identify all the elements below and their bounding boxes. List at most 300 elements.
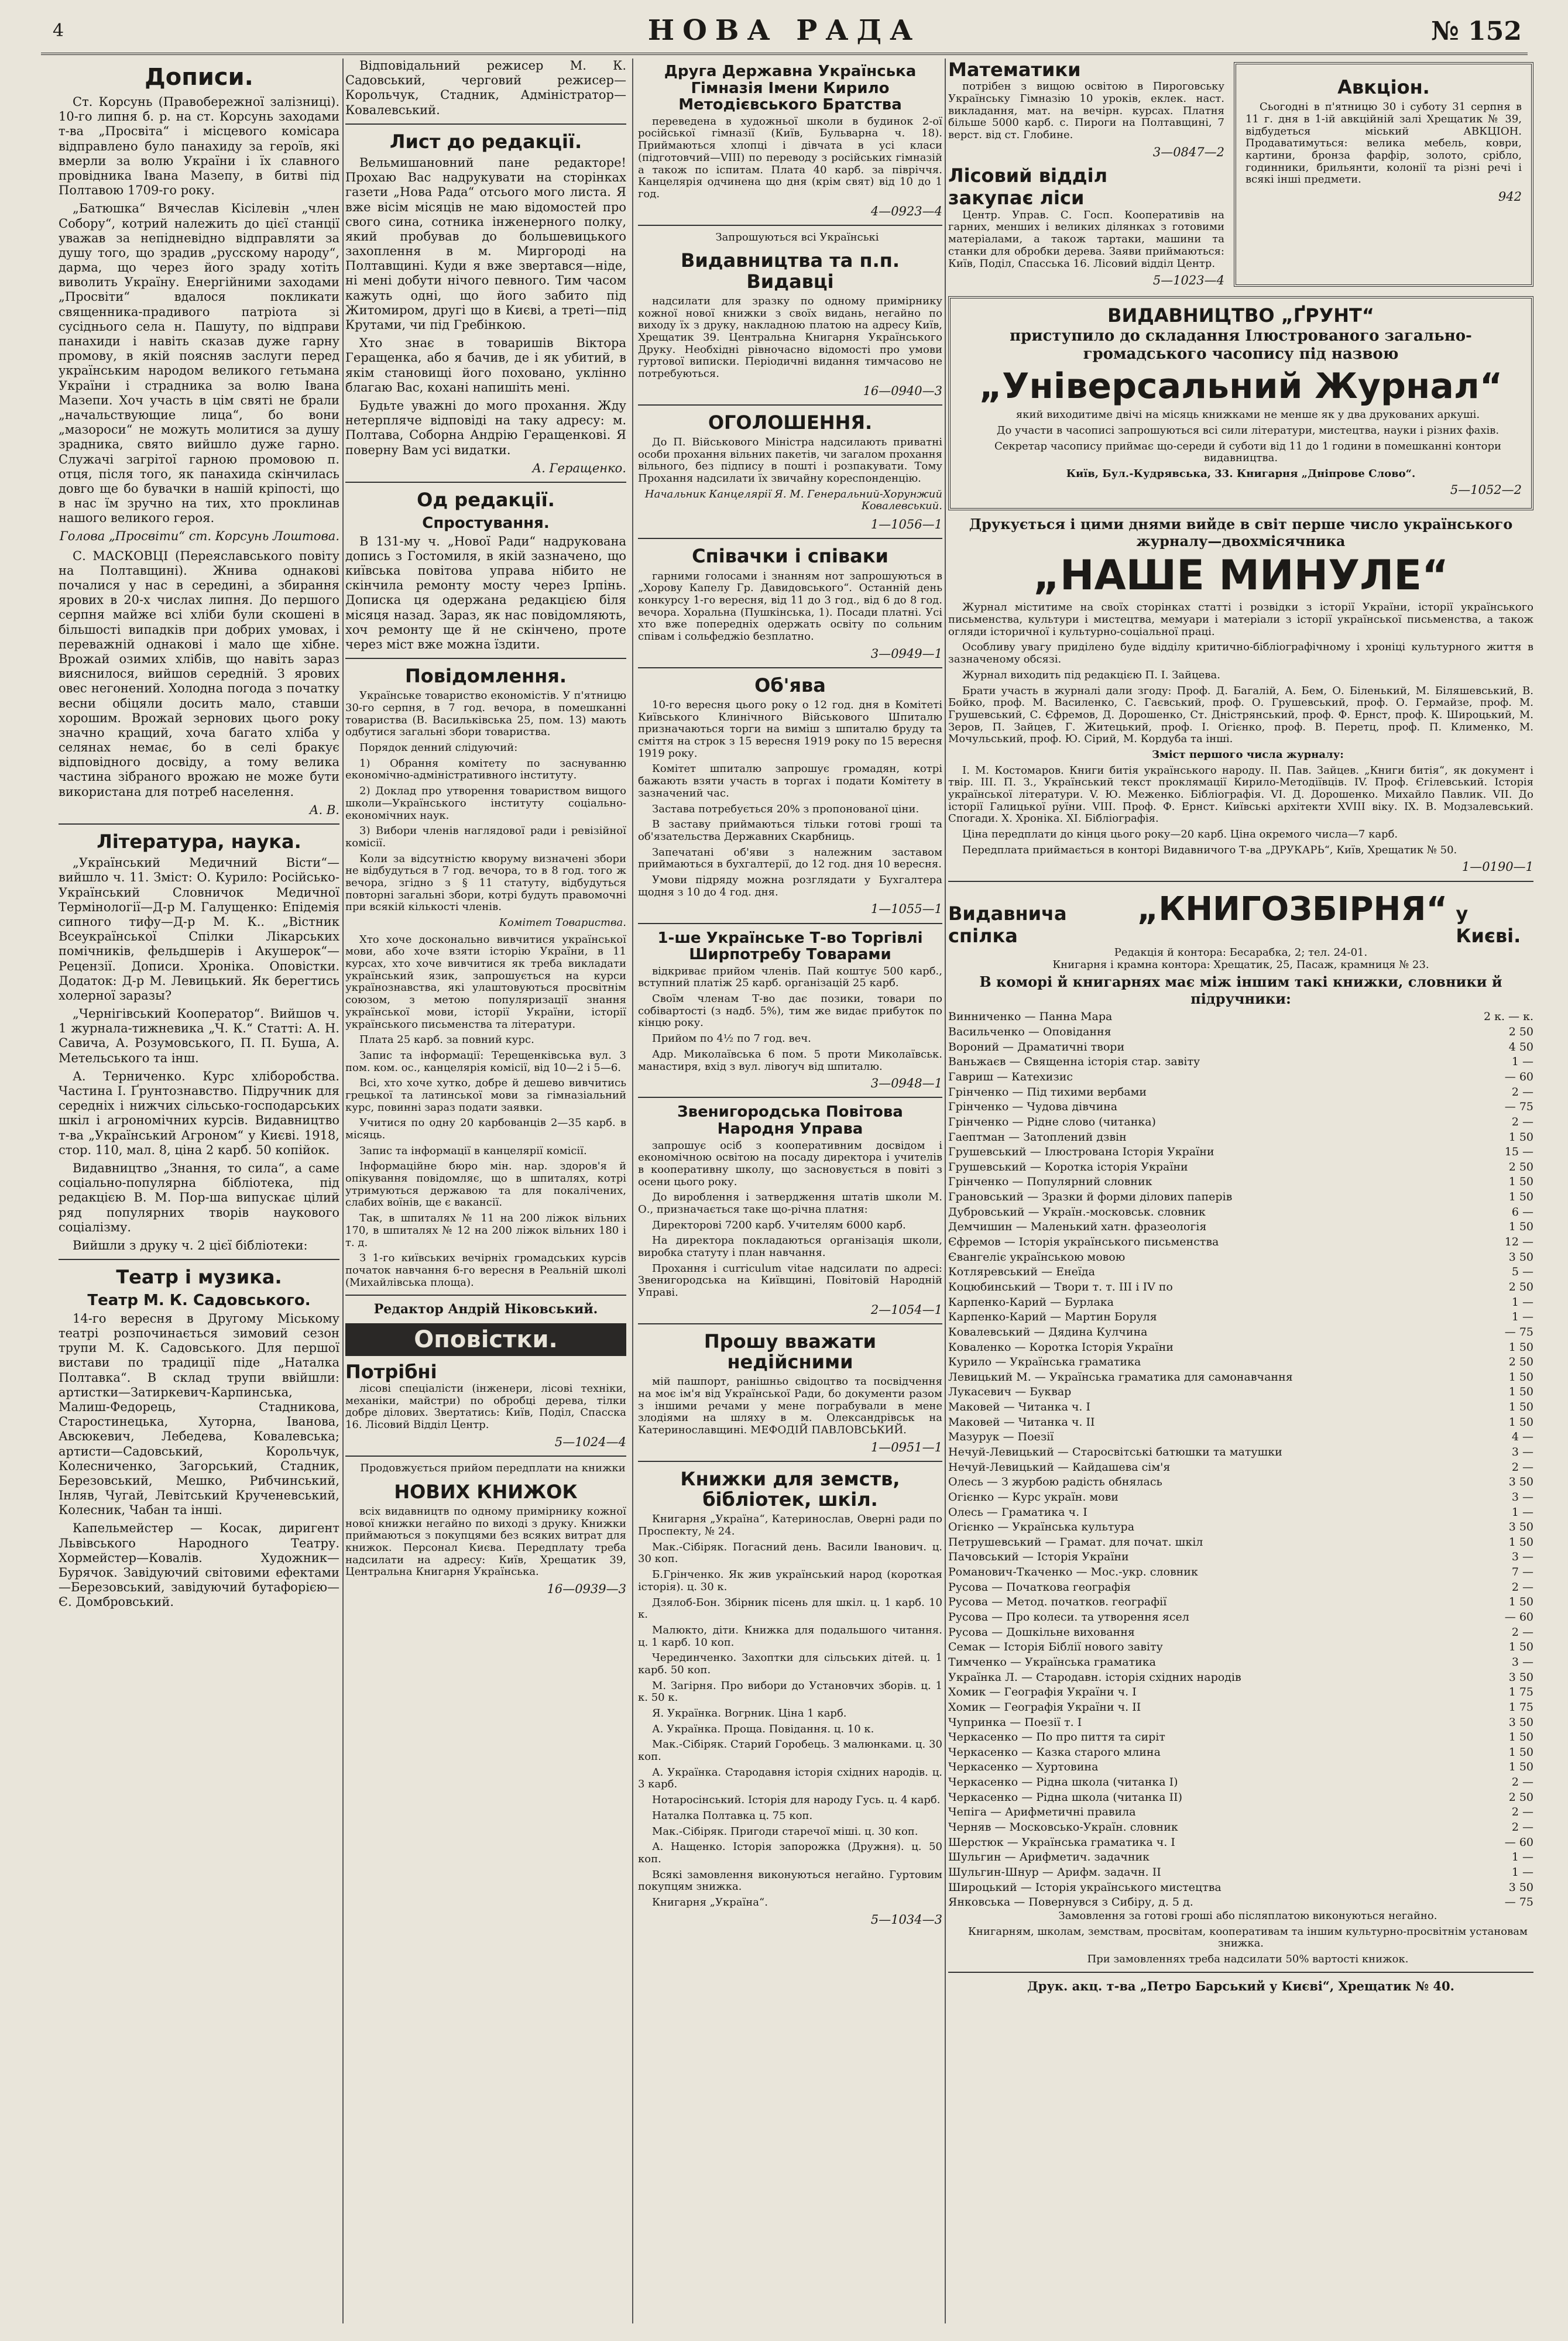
divider — [345, 1456, 626, 1457]
book-list-row — [948, 1400, 1533, 1415]
book-price: 1 75 — [1508, 1686, 1533, 1699]
paragraph: Капельмейстер — Косак, диригент Львівського Народного Театру. Хормейстер—Ковалів. Художник—Бурячок. Завідуючий світовими ефектами—Березовський, завідуючий бутафорією—Є. Домбровський. — [59, 1521, 339, 1609]
ad-text: Ціна передплати до кінця цього року—20 карб. Ціна окремого числа—7 карб. — [962, 828, 1398, 841]
book-item: Черединченко. Захоптки для сільських дітей. ц. 1 карб. 50 коп. — [638, 1652, 942, 1676]
paragraph: Видавництво „Знання, то сила“, а саме соціально-популярна бібліотека, під редакцією В. М. Пор-ша випускає цілий ряд популярних творів наукового соціалізму. — [59, 1161, 339, 1234]
paragraph: Так, в шпиталях № 11 на 200 ліжок вільних 170, в шпиталях № 12 на 200 ліжок вільних 180 і т. д. — [345, 1212, 626, 1249]
book-title: Хомик — Географія України ч. I — [948, 1686, 1137, 1699]
ad-code: 5—1034—3 — [870, 1912, 942, 1927]
book-title: Курило — Українська граматика — [948, 1355, 1141, 1369]
book-list-row — [948, 1715, 1533, 1731]
book-price: 3 50 — [1508, 1880, 1533, 1894]
subtitle: Театр М. К. Садовського. — [87, 1292, 311, 1310]
book-list-row — [948, 1010, 1533, 1025]
book-price: 2 — — [1511, 1580, 1533, 1594]
book-price: 3 — — [1511, 1490, 1533, 1504]
paragraph: Запис та інформації: Терещенківська вул. 3 пом. ком. ос., канцелярія комісії, від 10—2 і 5—6. — [345, 1049, 626, 1074]
divider — [948, 1972, 1533, 1973]
ad-code: 5—1052—2 — [1450, 482, 1522, 497]
book-list-row — [948, 1040, 1533, 1055]
ad-text: Книгарня „Україна“, Катеринослав, Оверні ради по Проспекту, № 24. — [638, 1513, 942, 1538]
book-list-row — [948, 1685, 1533, 1700]
book-list-row — [948, 1610, 1533, 1625]
ad-heading: Звенигородська Повітова Народня Управа — [677, 1103, 903, 1138]
book-price: 1 — — [1511, 1295, 1533, 1309]
book-list-row — [948, 1220, 1533, 1235]
book-price: 1 — — [1511, 1055, 1533, 1069]
book-price: 1 50 — [1508, 1415, 1533, 1429]
paragraph: Порядок денний слідуючий: — [359, 742, 518, 754]
ad-heading: Лісовий відділ — [948, 164, 1108, 187]
ad-text: При замовленнях треба надсилати 50% вартості книжок. — [1087, 1952, 1409, 1965]
book-title: Нечуй-Левицький — Старосвітські батюшки та матушки — [948, 1445, 1282, 1458]
ad-text: В коморі й книгарнях має між іншим такі книжки, словники й підручники: — [979, 973, 1502, 1007]
book-list-row — [948, 1070, 1533, 1085]
book-title: Карпенко-Карий — Бурлака — [948, 1295, 1114, 1309]
ad-text: Редакція й контора: Бесарабка, 2; тел. 24-01. — [1114, 946, 1368, 959]
paragraph: Хто знає в товаришів Віктора Геращенка, або я бачив, де і як убитий, в якім становищі його поховано, уклінно благаю Вас, кохані напишіть мені. — [345, 336, 626, 394]
grunt-ad-box — [948, 296, 1533, 510]
book-list-row — [948, 1250, 1533, 1265]
book-title: Левицький М. — Українська граматика для самонавчання — [948, 1370, 1293, 1384]
ad-code: 16—0939—3 — [547, 1582, 626, 1596]
book-title: Русова — Про колеси. та утворення ясел — [948, 1611, 1189, 1624]
book-item: Я. Українка. Вогрник. Ціна 1 карб. — [652, 1707, 847, 1720]
book-title: Романович-Ткаченко — Мос.-укр. словник — [948, 1566, 1198, 1579]
ad-text: всіх видавництв по одному примірнику кожної нової книжки негайно по виході з друку. Книжки приймаються з покупцями без всяких витрат для книжок. Персонал Києва. Передплату треба надсилати на адресу: Київ, Хрещатик 39, Центральна Книгарня Українська. — [345, 1505, 626, 1578]
ad-text: Зміст першого числа журналу: — [1152, 748, 1344, 761]
book-list-row — [948, 1415, 1533, 1430]
book-title: Русова — Початкова географія — [948, 1580, 1131, 1594]
divider — [59, 1259, 339, 1260]
book-price: 1 50 — [1508, 1385, 1533, 1399]
ad-address: Київ, Бул.-Кудрявська, 33. Книгарня „Дніпрове Слово“. — [1066, 467, 1416, 480]
book-item: А. Українка. Стародавня історія східних народів. ц. 3 карб. — [638, 1766, 942, 1791]
book-price: 1 50 — [1508, 1745, 1533, 1759]
ad-text: Передплата приймається в конторі Видавничого Т-ва „ДРУКАРЬ“, Київ, Хрещатик № 50. — [962, 843, 1457, 856]
book-price: 1 50 — [1508, 1130, 1533, 1144]
book-item: Мак.-Сібіряк. Погасний день. Васили Іванович. ц. 30 коп. — [638, 1540, 942, 1566]
paragraph: Будьте уважні до мого прохання. Жду нетерпляче відповіді на таку адресу: м. Полтава, Соборна Андрію Геращенкові. Я поверну Вам усі видатки. — [345, 398, 626, 457]
paragraph: Вельмишановний пане редакторе! Прохаю Вас надрукувати на сторінках газети „Нова Рада“ отсього мого листа. Я вже вісім місяців не маю відомостей про свого сина, сотника інженерного полку, який пробував до большевицького захоплення в м. Миргороді на Полтавщині. Куди я вже звертався—ніде, ні мені добути нічого певного. Тим часом кажуть одні, що його забито під Житомиром, другі що в Києві, а треті—під Крутами, чи під Гребінкою. — [345, 155, 626, 332]
section-title-letter: Лист до редакції. — [389, 130, 582, 153]
ad-text: Запечатані об'яви з належним заставом приймаються в бухгалтерії, до 12 год. дня 10 вересня. — [638, 846, 942, 871]
book-list-row — [948, 1145, 1533, 1160]
paragraph: Коли за відсутністю кворуму визначені збори не відбудуться в 7 год. вечора, то в 8 год. того ж вечора, згідно з § 11 статуту, відбудуться повторні загальні збори, котрі будуть правомочні при всякій кількості членів. — [345, 852, 626, 914]
ad-text: Прохання і curriculum vitae надсилати по адресі: Звенигородська на Київщині, Повітовій Народній Управі. — [638, 1262, 942, 1299]
book-item: Всякі замовлення виконуються негайно. Гуртовим покупцям знижка. — [638, 1868, 942, 1893]
ad-text: лісові спеціалісти (інженери, лісові техніки, механіки, майстри) по обробці дерева, тілки добре ділових. Звертатись: Київ, Поділ, Спасска 16. Лісовий Відділ Центр. — [345, 1382, 626, 1432]
book-list-row — [948, 1880, 1533, 1896]
book-list-row — [948, 1550, 1533, 1565]
book-list-row — [948, 1640, 1533, 1655]
paragraph: Ст. Корсунь (Правобережної залізниці). 10-го липня б. р. на ст. Корсунь заходами т-ва „Просвіта“ і місцевого комісара відправлено було панахиду за героїв, які вмерли за волю України і їх славного провідника Івана Мазепу, в битві під Полтавою 1709-го року. — [59, 95, 339, 198]
paragraph: Вийшли з друку ч. 2 цієї бібліотеки: — [73, 1238, 308, 1252]
book-title: Огієнко — Українська культура — [948, 1520, 1135, 1534]
ad-code: 3—0949—1 — [870, 646, 942, 661]
divider — [638, 1097, 942, 1098]
book-title: Карпенко-Карий — Мартин Боруля — [948, 1310, 1157, 1324]
section-title-literature: Література, наука. — [97, 830, 301, 853]
ad-text: І. М. Костомаров. Книги битія українського народу. II. Пав. Зайцев. „Книги битія“, як документ і твір. III. П. З., Український текст проклямації Кирило-Методіївців. IV. Проф. Єгілевський. Історія української літератури. V. Ю. Меженко. Бібліографія. VI. Д. Дорошенко. Михайло Павлик. VII. До історії Галицької руїни. VIII. Проф. Ф. Ернст. Київські архітекти XVIII віку. IX. В. Модзалевський. Спогади. X. Хроніка. XI. Бібліографія. — [948, 764, 1533, 825]
book-price: 3 50 — [1508, 1250, 1533, 1264]
book-price: 2 50 — [1508, 1280, 1533, 1293]
book-title: Гаептман — Затоплений дзвін — [948, 1130, 1127, 1144]
paragraph: „Чернігівський Кооператор“. Вийшов ч. 1 журнала-тижневика „Ч. К.“ Статті: А. Н. Савича, А. Розумовського, П. П. Буша, А. Метельського та інш. — [59, 1007, 339, 1065]
book-price: 2 — — [1511, 1085, 1533, 1099]
book-title: Хомик — Географія України ч. II — [948, 1700, 1141, 1714]
book-title: Чепіга — Арифметичні правила — [948, 1805, 1136, 1819]
book-price: 4 — — [1511, 1430, 1533, 1444]
book-title: Черкасенко — Рідна школа (читанка I) — [948, 1776, 1178, 1789]
book-title: Демчишин — Маленький хатн. фразеологія — [948, 1220, 1207, 1234]
ad-text: Центр. Управ. С. Госп. Кооперативів на гарних, менших і великих ділянках з готовими матеріалами, а також тартаки, машини та станки для обробки дерева. Заяви приймаються: Київ, Поділ, Спасська 16. Лісовий відділ Центр. — [948, 208, 1224, 270]
paragraph: Українське товариство економістів. У п'ятницю 30-го серпня, в 7 год. вечора, в помешканні товариства (В. Васильківська 25, пом. 13) мають одбутися загальні збори товариства. — [345, 689, 626, 739]
divider — [638, 538, 942, 539]
book-title: Чупринка — Поезії т. I — [948, 1715, 1082, 1729]
book-title: Грінченко — Чудова дівчина — [948, 1100, 1118, 1114]
ad-text: Застава потребується 20% з пропонованої ціни. — [652, 802, 919, 815]
book-price: 1 50 — [1508, 1640, 1533, 1654]
book-title: Ваньжаєв — Священна історія стар. завіту — [948, 1055, 1200, 1069]
book-list-row — [948, 1850, 1533, 1865]
book-list-row — [948, 1655, 1533, 1670]
book-title: Семак — Історія Біблії нового завіту — [948, 1640, 1163, 1654]
book-item: Малюкто, діти. Книжка для подальшого читання. ц. 1 карб. 10 коп. — [638, 1623, 942, 1649]
ad-heading: ВИДАВНИЦТВО „ҐРУНТ“ — [1107, 304, 1374, 327]
issue-number: № 152 — [1431, 16, 1522, 46]
book-price: 1 50 — [1508, 1595, 1533, 1609]
book-price: 1 50 — [1508, 1401, 1533, 1414]
book-price: 1 50 — [1508, 1535, 1533, 1549]
book-price: 3 — — [1511, 1550, 1533, 1564]
book-price: 2 — — [1511, 1776, 1533, 1789]
book-list-row — [948, 1115, 1533, 1130]
book-price: 4 50 — [1508, 1040, 1533, 1053]
book-price: 3 50 — [1508, 1670, 1533, 1684]
book-price: 1 50 — [1508, 1220, 1533, 1234]
ad-heading: НОВИХ КНИЖОК — [394, 1480, 578, 1503]
book-price: 2 — — [1511, 1805, 1533, 1819]
book-title: Мазурук — Поезії — [948, 1430, 1054, 1444]
column-4 — [948, 59, 1533, 2329]
divider — [638, 1323, 942, 1324]
book-list-row — [948, 1370, 1533, 1385]
signature: Комітет Товариства. — [499, 917, 626, 929]
book-list-row — [948, 1430, 1533, 1445]
book-title: Лукасевич — Буквар — [948, 1385, 1072, 1399]
ad-text: який виходитиме двічі на місяць книжками не менше як у два друкованих аркуші. — [1015, 409, 1480, 421]
book-title: Олесь — З журбою радість обнялась — [948, 1475, 1162, 1489]
ad-text: Журнал виходить під редакцією П. І. Зайцева. — [962, 668, 1220, 681]
book-price: 2 50 — [1508, 1790, 1533, 1804]
book-item: Дзялоб-Бон. Збірник пісень для шкіл. ц. 1 карб. 10 к. — [638, 1596, 942, 1621]
section-title-dopysy: Дописи. — [145, 64, 253, 91]
ad-text: Книгарням, школам, земствам, просвітам, кооперативам та іншим культурно-просвітнім установам знижка. — [968, 1925, 1528, 1950]
book-list-row — [948, 1520, 1533, 1535]
ad-text: Своїм членам Т-во дає позики, товари по собівартості (з надб. 5%), тим же видає прибуток по кінцю року. — [638, 993, 942, 1029]
book-title: Черкасенко — По про пиття та сиріт — [948, 1731, 1165, 1744]
column-rule — [632, 59, 633, 2323]
book-list-row — [948, 1535, 1533, 1550]
book-price: 2 — — [1511, 1821, 1533, 1834]
ad-text: мій пашпорт, ранішньо свідоцтво та посвідчення на моє ім'я від Української Ради, бо документи разом з іншими речами у мене пограбували в мене злодіями на шляху в м. Олександрівськ на Катеринославщині. МЕФОДІЙ ПАВЛОВСЬКИЙ. — [638, 1375, 942, 1437]
book-title: Петрушевський — Грамат. для почат. шкіл — [948, 1535, 1203, 1549]
ad-code: 2—1054—1 — [870, 1302, 942, 1317]
signature: Начальник Канцелярії Я. М. Генеральний-Хорунжий Ковалевський. — [644, 488, 942, 513]
divider — [59, 823, 339, 825]
book-price: 1 50 — [1508, 1370, 1533, 1384]
ad-code: 5—1023—4 — [1152, 273, 1224, 288]
book-list-row — [948, 1280, 1533, 1295]
book-title: Огієнко — Курс україн. мови — [948, 1490, 1118, 1504]
column-1 — [59, 59, 339, 2329]
ad-text: переведена в художньої школи в будинок 2-ої російської гімназії (Київ, Бульварна ч. 18). Приймаються хлопці і дівчата в усі класи (підготовчий—VIII) по переводу з російських гімназій а також по іспитам. Плата 40 карб. за півріччя. Канцелярія одчинена що дня (крім свят) від 10 до 1 год. — [638, 115, 942, 200]
book-price: 3 — — [1511, 1445, 1533, 1458]
ad-code: 1—0951—1 — [870, 1440, 942, 1454]
book-list-row — [948, 1265, 1533, 1280]
section-title-theatre: Театр і музика. — [116, 1266, 282, 1289]
book-price: — 60 — [1504, 1611, 1533, 1624]
ad-text: Адр. Миколаївська 6 пом. 5 проти Миколаївськ. манастиря, вхід з вул. лівоrуч від шпиталю. — [638, 1048, 942, 1073]
divider — [345, 123, 626, 125]
book-price: 12 — — [1504, 1235, 1533, 1249]
book-price: 1 75 — [1508, 1700, 1533, 1714]
ad-text: Запрошуються всі Українські — [715, 231, 879, 243]
book-item: Мак.-Сібіряк. Пригоди старечої міші. ц. 30 коп. — [652, 1825, 918, 1838]
editor-line: Редактор Андрій Ніковський. — [373, 1302, 598, 1317]
book-price: — 75 — [1504, 1100, 1533, 1114]
book-title: Єфремов — Історія українського письменства — [948, 1235, 1219, 1249]
book-title: Котляревський — Енеїда — [948, 1265, 1095, 1279]
divider — [345, 658, 626, 659]
ad-text: гарними голосами і знанням нот запрошуються в „Хорову Капелу Гр. Давидовського“. Останній день конкурсу 1-го вересня, від 11 до 3 год., від 6 до 8 год. вечора. Хоральна (Пушкінська, 1). Посади платні. Усі хто вже попередніх одержать освіту по сольним співам і сольфеджіо безплатно. — [638, 569, 942, 643]
book-title: Грінченко — Рідне слово (читанка) — [948, 1115, 1156, 1128]
ad-heading: Видавництва та п.п. Видавці — [680, 249, 900, 293]
book-list-row — [948, 1580, 1533, 1595]
book-price: 1 50 — [1508, 1175, 1533, 1189]
book-title: Янковська — Повернувся з Сибіру, д. 5 д. — [948, 1896, 1193, 1909]
book-title: Ковалевський — Дядина Кулчина — [948, 1325, 1148, 1338]
masthead — [41, 12, 1528, 55]
book-list-row — [948, 1790, 1533, 1805]
book-list-row — [948, 1490, 1533, 1505]
ad-text: В заставу приймаються тільки готові гроші та об'язательства Державних Скарбниць. — [638, 818, 942, 843]
book-title: Пачовський — Історія України — [948, 1550, 1129, 1564]
ad-text: Продовжується прийом передплати на книжки — [360, 1462, 626, 1474]
signature: Голова „Просвіти“ ст. Корсунь Лоштова. — [59, 529, 339, 544]
divider — [345, 482, 626, 483]
paragraph: Всі, хто хоче хутко, добре й дешево вивчитись грецької та латинської мови за гімназіальний курс, повинні зараз подати заявки. — [345, 1077, 626, 1114]
ad-text: Брати участь в журналі дали згоду: Проф. Д. Багалій, А. Бем, О. Біленький, М. Біляшевський, В. Бойко, проф. М. Василенко, С. Гаєвський, проф. О. Грушевський, проф. О. Гермайзе, проф. М. Грушевський, С. Єфремов, Д. Дорошенко, Ст. Дністрянський, проф. Ф. Ернст, проф. К. Широцький, М. Зеров, П. Зайцев, Г. Житецький, проф. І. Огієнко, проф. В. Перетц, проф. П. Клименко, М. Мочульський, проф. Ю. Сірий, М. Кордуба та інші. — [948, 684, 1533, 746]
book-list-row — [948, 1355, 1533, 1370]
ad-code: 5—1024—4 — [554, 1434, 626, 1449]
book-title: Маковей — Читанка ч. I — [948, 1401, 1091, 1414]
ad-code: 4—0923—4 — [870, 204, 942, 218]
book-list-row — [948, 1295, 1533, 1310]
ad-heading: ОГОЛОШЕННЯ. — [708, 411, 873, 434]
book-item: А. Українка. Проща. Повідання. ц. 10 к. — [652, 1722, 874, 1735]
book-list-row — [948, 1205, 1533, 1220]
book-list-row — [948, 1475, 1533, 1490]
book-item: А. Нащенко. Історія запорожка (Дружня). ц. 50 коп. — [638, 1841, 942, 1865]
book-title: Грановський — Зразки й форми ділових паперів — [948, 1190, 1233, 1204]
book-price: — 60 — [1504, 1070, 1533, 1083]
ad-text: Умови підряду можна розглядати у Бухгалтера щодня з 10 до 4 год. дня. — [638, 873, 942, 898]
paragraph: 3) Вибори членів наглядової ради і ревізійної комісії. — [345, 825, 626, 849]
book-price: 2 — — [1511, 1460, 1533, 1474]
ad-text: надсилати для зразку по одному примірнику кожної нової книжки з своїх видань, негайно по виходу їх з друку, накладною платою на адресу Київ, Хрещатик 39. Центральна Книгарня Українського Друку. Необхідні рівночасно відомості про умови гуртової виписки. Періодичні видання тимчасово не потребуються. — [638, 294, 942, 380]
book-price: 3 50 — [1508, 1715, 1533, 1729]
book-list-row — [948, 1325, 1533, 1340]
ad-code: 1—1055—1 — [870, 902, 942, 917]
ad-text: Прийом по 4½ по 7 год. веч. — [652, 1032, 811, 1045]
book-item: М. Загірня. Про вибори до Установчих зборів. ц. 1 к. 50 к. — [638, 1679, 942, 1704]
book-title: Шерстюк — Українська граматика ч. I — [948, 1835, 1175, 1849]
book-list-row — [948, 1895, 1533, 1910]
book-price: — 75 — [1504, 1896, 1533, 1909]
ad-text: 10-го вересня цього року о 12 год. дня в Комітеті Київського Клинічного Військового Шпиталю призначаються торги на виміш з шпиталю бруду та сміття на строк з 15 вересня 1919 року по 15 вересня 1919 року. — [638, 699, 942, 760]
book-list-row — [948, 1700, 1533, 1715]
divider — [345, 1295, 626, 1296]
column-2 — [345, 59, 626, 2329]
ad-text: потрібен з вищою освітою в Пироговську Українську Гімназію 10 уроків, еклек. наст. викладання, мат. на вечірн. курсах. Платня більше 5000 карб. с. Пироги на Полтавщині, 7 верст. від ст. Глобине. — [948, 80, 1224, 142]
section-title-notices: Повідомлення. — [404, 665, 567, 688]
book-title: Русова — Метод. початков. географії — [948, 1595, 1167, 1609]
book-price: 2 50 — [1508, 1355, 1533, 1369]
ad-heading: Об'ява — [754, 674, 826, 696]
book-title: Черняв — Московсько-Україн. словник — [948, 1821, 1178, 1834]
subtitle: Спростування. — [422, 514, 550, 533]
book-title: Гавриш — Катехизис — [948, 1070, 1073, 1083]
ad-code: 16—0940—3 — [863, 383, 942, 398]
book-title: Коцюбинський — Твори т. т. III і IV по — [948, 1280, 1173, 1293]
book-title: Русова — Дошкільне виховання — [948, 1625, 1135, 1639]
book-price: 2 — — [1511, 1625, 1533, 1639]
book-list-row — [948, 1820, 1533, 1835]
book-list-row — [948, 1835, 1533, 1851]
book-list-row — [948, 1160, 1533, 1175]
book-item: Наталка Полтавка ц. 75 коп. — [652, 1809, 813, 1822]
divider — [638, 667, 942, 668]
journal-title: „НАШЕ МИНУЛЕ“ — [1032, 551, 1449, 600]
book-list-row — [948, 1310, 1533, 1325]
book-title: Черкасенко — Хуртовина — [948, 1760, 1099, 1774]
ad-heading: закупає ліси — [948, 187, 1085, 210]
book-title: Українка Л. — Стародавн. історія східних народів — [948, 1670, 1241, 1684]
paragraph: „Український Медичний Вісти“—вийшло ч. 11. Зміст: О. Курило: Російсько-Український Словничок Медичної Термінології—Д-р М. Галущенко: Епідемія сипного тифу—Д-р М. К.. „Вістник Всеукраїнської Спілки Лікарських помічників, фельдшерів і Акушерок“—Рецензії. Дописи. Хроніка. Оповістки. Додаток: Д-р М. Левицький. Як берегтись холерної заразы? — [59, 856, 339, 1003]
book-list-row — [948, 1760, 1533, 1775]
paragraph: А. Терниченко. Курс хліборобства. Частина I. Ґрунтознавство. Підручник для середніх і нижчих сільсько-господарських шкіл і агрономічних курсів. Видавництво т-ва „Український Агроном“ у Києві. 1918, стор. 110, мал. 8, ціна 2 карб. 50 копійок. — [59, 1069, 339, 1157]
ad-text: До вироблення і затвердження штатів школи М. О., призначається таке що-річна платня: — [638, 1191, 942, 1216]
paragraph: „Батюшка“ Вячеслав Кісілевін „член Собору“, котрий належить до цієї станції уважав за непідневідно відправляти за душу того, що зрадив „русскому народу“, дарма, що через його зраду хотіть виволить Україну. Енергійними заходами „Просвіти“ вдалося покликати священника-прадивого патріота зі сусіднього села н. Пашуту, по відправи панахиди і навіть сказав дуже гарну промову, в якій поясняв заслуги перед українським народом великого гетьмана України і страдника за волю Івана Мазепи. Хоч участь в цім святі не брали „начальствующие лица“, бо вони „мазороси“ не можуть молитися за душу зрадника, свято вийшло дуже гарно. Служачі загрітої гарною промовою п. отця, після того, як панахида скінчилась довго ще бо бувачки в нашій кріпості, що в нас їм зручно на тих, хто проклинав нашого великого героя. — [59, 201, 339, 526]
ad-text: Замовлення за готові гроші або післяплатою виконуються негайно. — [1058, 1909, 1437, 1922]
book-title: Коваленко — Коротка Історія України — [948, 1340, 1174, 1354]
ad-text: Журнал міститиме на своїх сторінках статті і розвідки з історії України, історії українського письменства, культури і мистецтва, мемуари і матеріали з історії української письменства, а також огляди історичної і культурно-соціальної праці. — [948, 601, 1533, 638]
book-price: 6 — — [1511, 1205, 1533, 1218]
book-list — [948, 1010, 1533, 1910]
ad-text: До участи в часописі запрошуються всі сили літератури, мистецтва, науки і різних фахів. — [996, 424, 1500, 437]
ad-heading: Потрібні — [345, 1360, 437, 1383]
ad-code: 942 — [1498, 190, 1522, 204]
book-price: 3 50 — [1508, 1520, 1533, 1534]
signature: А. Геращенко. — [532, 461, 626, 475]
book-price: 1 — — [1511, 1851, 1533, 1864]
book-title: Грінченко — Під тихими вербами — [948, 1085, 1147, 1099]
signature: А. В. — [309, 802, 339, 817]
ad-heading: Книжки для земств, бібліотек, шкіл. — [680, 1468, 900, 1511]
book-price: — 60 — [1504, 1835, 1533, 1849]
book-list-row — [948, 1445, 1533, 1460]
book-list-row — [948, 1805, 1533, 1820]
book-list-row — [948, 1190, 1533, 1205]
book-list-row — [948, 1340, 1533, 1355]
book-price: 1 50 — [1508, 1760, 1533, 1774]
book-title: Васильченко — Оповідання — [948, 1025, 1111, 1039]
book-list-row — [948, 1865, 1533, 1880]
divider — [948, 881, 1533, 882]
column-rule — [342, 59, 344, 2323]
book-price: 5 — — [1511, 1265, 1533, 1279]
book-list-row — [948, 1565, 1533, 1580]
ad-heading: Математики — [948, 59, 1081, 81]
book-title: Олесь — Граматика ч. I — [948, 1505, 1087, 1519]
paragraph: З 1-го київських вечірніх громадських курсів початок навчання 6-го вересня в Реальній школі (Михайлівська площа). — [345, 1252, 626, 1289]
book-list-row — [948, 1100, 1533, 1115]
paragraph: В 131-му ч. „Нової Ради“ надрукована допись з Гостомиля, в якій зазначено, що київська повітова управа нібито не скінчила ремонту мосту через Ірпінь. Допиcка ця одержана редакцією біля місяця назад. Зараз, як нас повідомляють, хоч ремонту ще й не скінчено, проте через міст вже можна їздити. — [345, 534, 626, 651]
book-title: Євангеліє українською мовою — [948, 1250, 1126, 1264]
book-price: 1 50 — [1508, 1731, 1533, 1744]
section-title-announcements: Оповістки. — [345, 1323, 626, 1356]
book-list-row — [948, 1745, 1533, 1760]
book-title: Грушевський — Ілюстрована Історія України — [948, 1145, 1214, 1159]
book-list-row — [948, 1085, 1533, 1100]
book-title: Тимченко — Українська граматика — [948, 1655, 1156, 1669]
paragraph: Учитися по одну 20 карбованців 2—35 карб. в місяць. — [345, 1117, 626, 1142]
journal-title: „Універсальний Журнал“ — [979, 366, 1503, 407]
ad-heading: Авкціон. — [1337, 76, 1430, 98]
book-price: 1 — — [1511, 1865, 1533, 1879]
book-price: 2 50 — [1508, 1160, 1533, 1173]
book-list-row — [948, 1625, 1533, 1640]
paragraph: Запис та інформації в канцелярії комісії. — [359, 1144, 587, 1157]
page-number: 4 — [53, 20, 64, 41]
book-title: Шульгин-Шнур — Арифм. задачн. II — [948, 1865, 1161, 1879]
book-price: 2 к. — к. — [1483, 1010, 1533, 1024]
book-price: 1 — — [1511, 1310, 1533, 1324]
ad-heading: Друга Державна Українська Гімназія Імени Кирило Методієвського Братства — [664, 63, 917, 114]
divider — [638, 1461, 942, 1462]
newspaper-title: НОВА РАДА — [647, 14, 921, 47]
ad-text: Друкується і цими днями вийде в світ перше число українського журналу—двохмісячника — [969, 515, 1513, 550]
book-title: Маковей — Читанка ч. II — [948, 1415, 1095, 1429]
book-list-row — [948, 1730, 1533, 1745]
book-title: Грінченко — Популярний словник — [948, 1175, 1152, 1189]
ad-text: приступило до складання Ілюстрованого загально-громадського часопису під назвою — [1010, 327, 1472, 363]
book-list-row — [948, 1385, 1533, 1400]
divider — [638, 225, 942, 226]
book-price: 2 — — [1511, 1115, 1533, 1128]
ad-text: Комітет шпиталю запрошує громадян, котрі бажають взяти участь в торгах і подати Комітету в зазначений час. — [638, 763, 942, 799]
book-price: 2 50 — [1508, 1025, 1533, 1039]
ad-text: Книгарня і крамна контора: Хрещатик, 25, Пасаж, крамниця № 23. — [1052, 959, 1429, 972]
ad-text: Директорові 7200 карб. Учителям 6000 карб. — [652, 1218, 906, 1231]
book-list-row — [948, 1055, 1533, 1070]
divider — [638, 404, 942, 406]
book-list-row — [948, 1460, 1533, 1475]
book-price: — 75 — [1504, 1325, 1533, 1338]
book-item: Нотаросінський. Історія для народу Гусь. ц. 4 карб. — [652, 1794, 941, 1807]
